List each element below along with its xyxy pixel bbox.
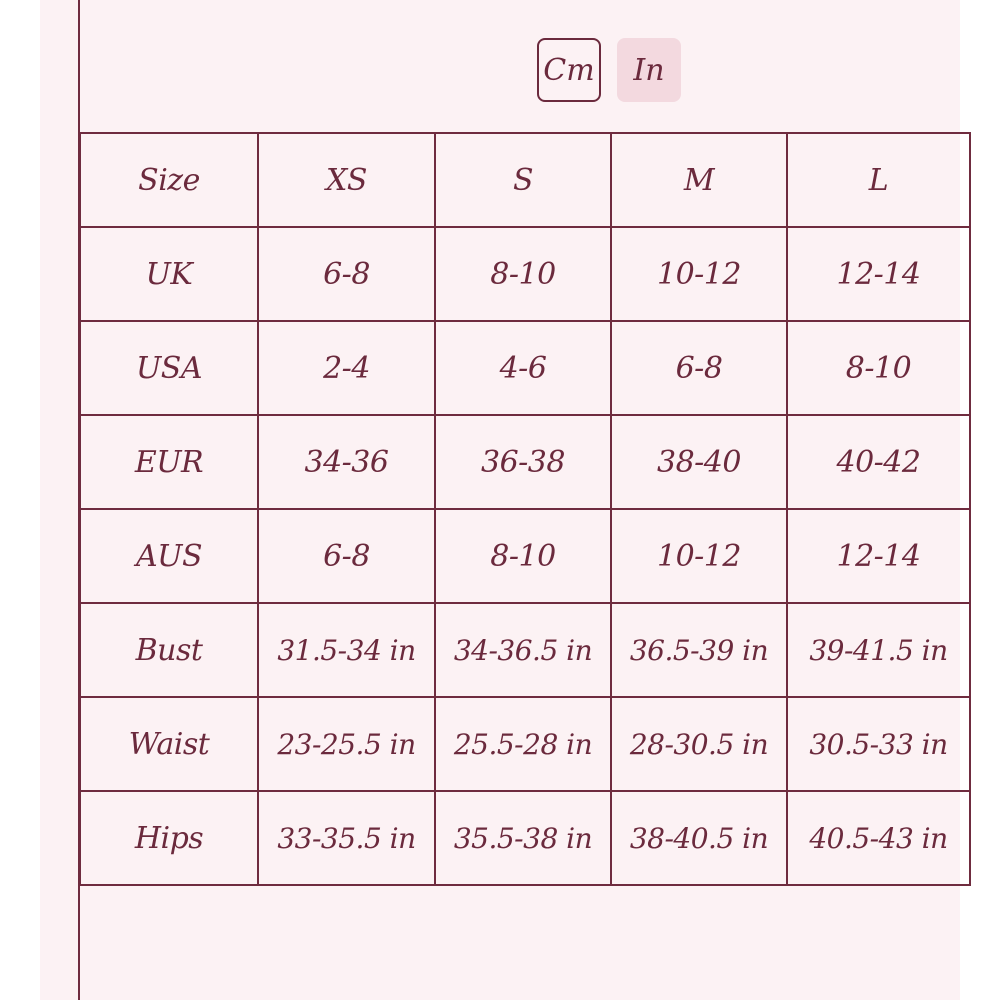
unit-toggle — [537, 38, 681, 102]
table-cell: 35.5-38 in — [435, 791, 611, 885]
table-row — [80, 509, 970, 603]
unit-in-button[interactable]: In — [617, 38, 681, 102]
table-cell: 31.5-34 in — [258, 603, 435, 697]
table-cell: 8-10 — [787, 321, 970, 415]
table-cell: 36.5-39 in — [611, 603, 787, 697]
table-cell: 12-14 — [787, 509, 970, 603]
row-label: Hips — [80, 791, 258, 885]
table-cell: 12-14 — [787, 227, 970, 321]
header-size-label: Size — [80, 133, 258, 227]
table-cell: 28-30.5 in — [611, 697, 787, 791]
table-cell: 38-40.5 in — [611, 791, 787, 885]
table-cell: 23-25.5 in — [258, 697, 435, 791]
table-cell: 36-38 — [435, 415, 611, 509]
header-size-m: M — [611, 133, 787, 227]
table-cell: 39-41.5 in — [787, 603, 970, 697]
table-row — [80, 603, 970, 697]
table-row — [80, 321, 970, 415]
table-row — [80, 415, 970, 509]
table-header-row — [80, 133, 970, 227]
table-cell: 40.5-43 in — [787, 791, 970, 885]
header-size-s: S — [435, 133, 611, 227]
table-cell: 6-8 — [611, 321, 787, 415]
table-cell: 34-36 — [258, 415, 435, 509]
table-cell: 6-8 — [258, 509, 435, 603]
row-label: UK — [80, 227, 258, 321]
table-cell: 38-40 — [611, 415, 787, 509]
table-cell: 40-42 — [787, 415, 970, 509]
row-label: Bust — [80, 603, 258, 697]
row-label: USA — [80, 321, 258, 415]
table-cell: 8-10 — [435, 509, 611, 603]
table-cell: 2-4 — [258, 321, 435, 415]
table-cell: 8-10 — [435, 227, 611, 321]
table-row — [80, 227, 970, 321]
table-cell: 10-12 — [611, 227, 787, 321]
row-label: EUR — [80, 415, 258, 509]
size-chart-table — [79, 132, 971, 886]
unit-cm-button[interactable]: Cm — [537, 38, 601, 102]
header-size-l: L — [787, 133, 970, 227]
table-row — [80, 697, 970, 791]
header-size-xs: XS — [258, 133, 435, 227]
table-row — [80, 791, 970, 885]
table-cell: 10-12 — [611, 509, 787, 603]
table-cell: 4-6 — [435, 321, 611, 415]
row-label: Waist — [80, 697, 258, 791]
table-cell: 34-36.5 in — [435, 603, 611, 697]
table-cell: 6-8 — [258, 227, 435, 321]
table-cell: 30.5-33 in — [787, 697, 970, 791]
row-label: AUS — [80, 509, 258, 603]
table-cell: 33-35.5 in — [258, 791, 435, 885]
table-cell: 25.5-28 in — [435, 697, 611, 791]
